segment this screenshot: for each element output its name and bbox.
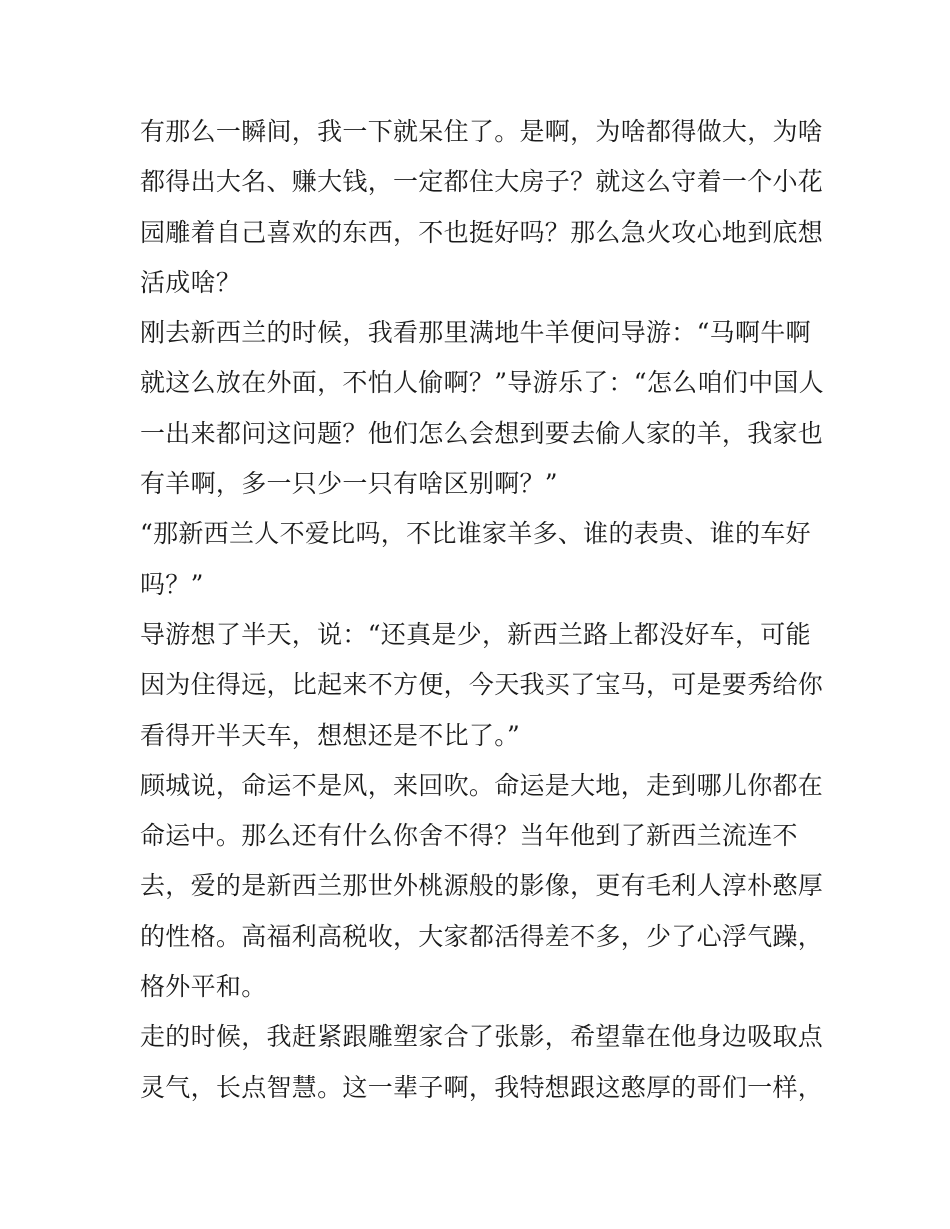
article-body: [140, 107, 824, 1113]
text-line: 吗？”: [140, 569, 204, 599]
text-line: 有羊啊，多一只少一只有啥区别啊？”: [140, 469, 558, 499]
text-line: 导游想了半天，说：“还真是少，新西兰路上都没好车，可能: [140, 619, 811, 649]
text-line: 走的时候，我赶紧跟雕塑家合了张影，希望靠在他身边吸取点: [140, 1022, 824, 1052]
text-line: 看得开半天车，想想还是不比了。”: [140, 720, 521, 750]
paragraph: [140, 761, 824, 1012]
text-line: 格外平和。: [140, 972, 267, 1002]
paragraph: [140, 107, 824, 308]
text-line: “那新西兰人不爱比吗，不比谁家羊多、谁的表贵、谁的车好: [140, 519, 811, 549]
text-line: 灵气，长点智慧。这一辈子啊，我特想跟这憨厚的哥们一样，: [140, 1072, 824, 1102]
text-line: 有那么一瞬间，我一下就呆住了。是啊，为啥都得做大，为啥: [140, 117, 824, 146]
text-line: 刚去新西兰的时候，我看那里满地牛羊便问导游：“马啊牛啊: [140, 318, 811, 348]
text-line: 园雕着自己喜欢的东西，不也挺好吗？那么急火攻心地到底想: [140, 217, 824, 247]
text-line: 都得出大名、赚大钱，一定都住大房子？就这么守着一个小花: [140, 167, 824, 197]
text-line: 去，爱的是新西兰那世外桃源般的影像，更有毛利人淳朴憨厚: [140, 871, 824, 901]
text-line: 的性格。高福利高税收，大家都活得差不多，少了心浮气躁，: [140, 921, 824, 951]
paragraph: [140, 308, 824, 509]
paragraph: [140, 610, 824, 761]
text-line: 因为住得远，比起来不方便，今天我买了宝马，可是要秀给你: [140, 670, 824, 700]
text-line: 命运中。那么还有什么你舍不得？当年他到了新西兰流连不: [140, 821, 798, 851]
paragraph: [140, 509, 820, 610]
text-line: 活成啥？: [140, 267, 242, 297]
text-line: 一出来都问这问题？他们怎么会想到要去偷人家的羊，我家也: [140, 418, 824, 448]
text-line: 顾城说，命运不是风，来回吹。命运是大地，走到哪儿你都在: [140, 770, 824, 800]
text-line: 就这么放在外面，不怕人偷啊？”导游乐了：“怎么咱们中国人: [140, 368, 824, 398]
paragraph: [140, 1012, 824, 1113]
